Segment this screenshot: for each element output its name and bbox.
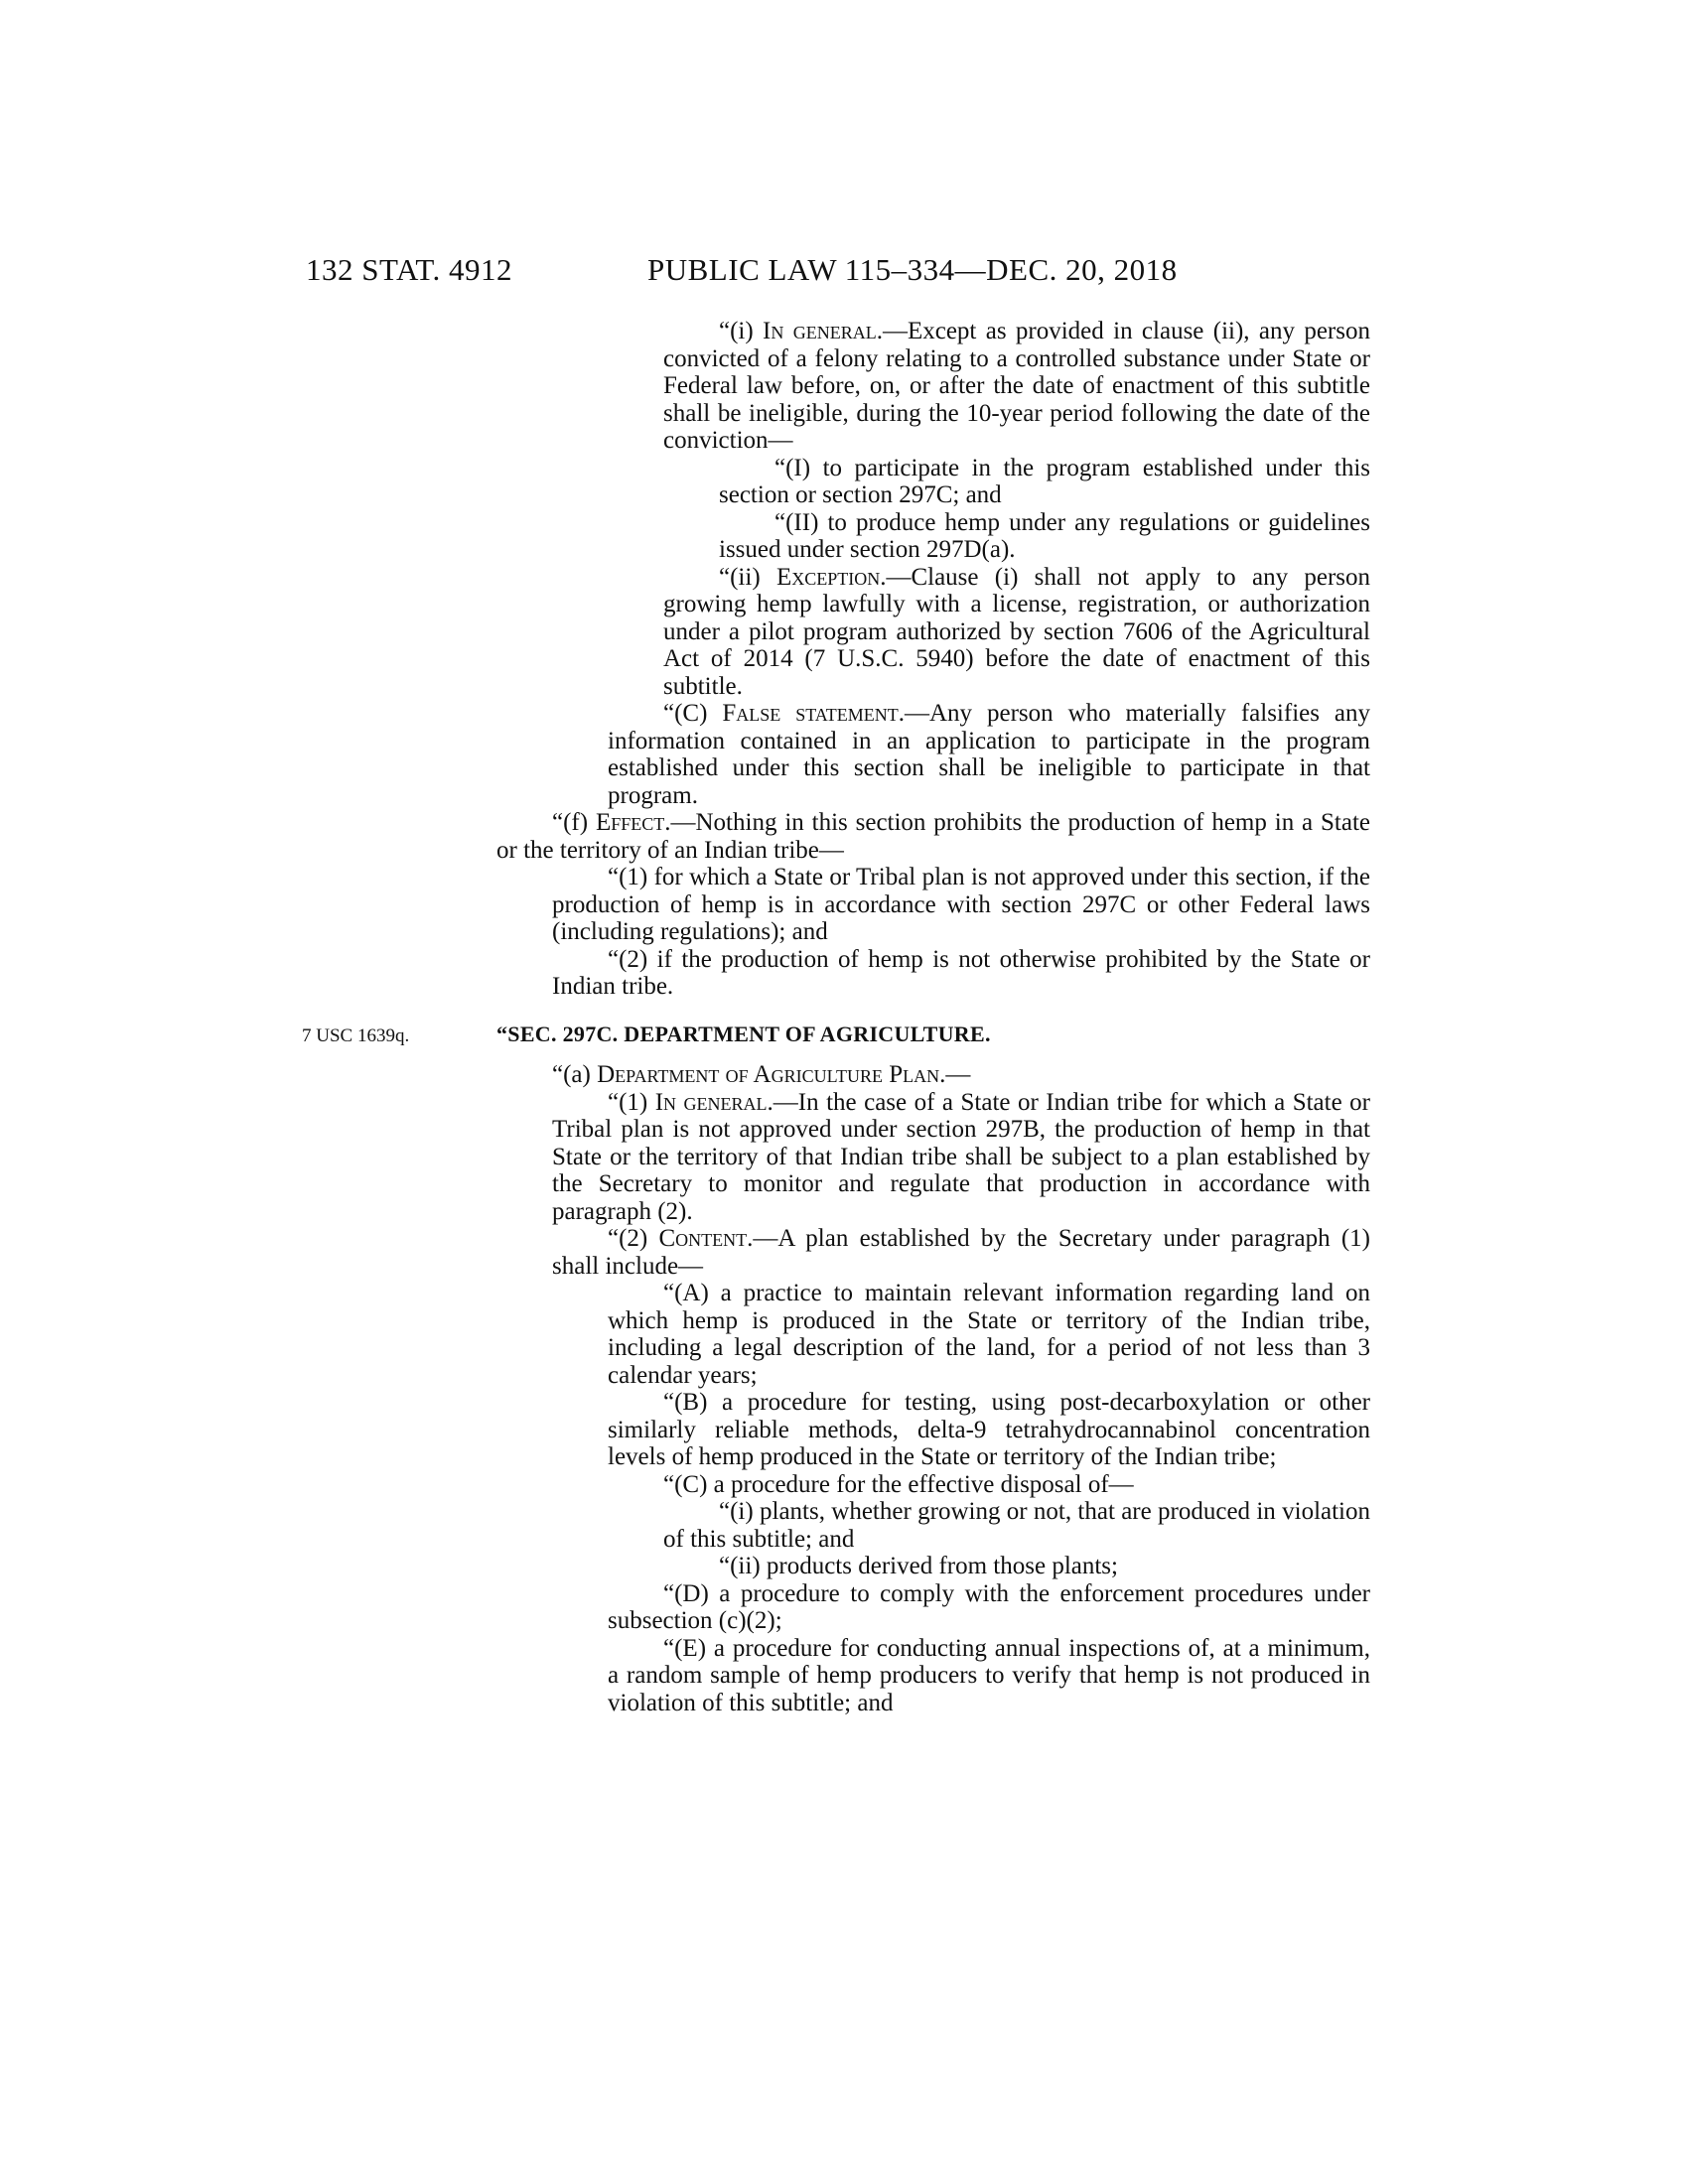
clause-i-plants: “(i) plants, whether growing or not, that are produced in violation of this subtitle; and bbox=[663, 1498, 1370, 1553]
section-heading: “SEC. 297C. DEPARTMENT OF AGRICULTURE. bbox=[496, 1021, 991, 1046]
paragraph-1-effect: “(1) for which a State or Tribal plan is not approved under this section, if the production of hemp is in accordance with section 297C or other Federal laws (including regulations); and bbox=[552, 864, 1370, 945]
clause-heading: In general bbox=[763, 318, 877, 344]
section-heading-row bbox=[302, 1021, 1370, 1048]
subsection-heading: Effect bbox=[595, 809, 665, 836]
paragraph-2-content: “(2) Content.—A plan established by the Secretary under paragraph (1) shall include— bbox=[552, 1225, 1370, 1280]
subsection-f-effect: “(f) Effect.—Nothing in this section prohibits the production of hemp in a State or the territory of an Indian tribe— bbox=[496, 809, 1371, 864]
subparagraph-C-false-statement: “(C) False statement.—Any person who materially falsifies any information contained in an application to participate in the program established under this section shall be ineligible to participate in that program. bbox=[608, 700, 1370, 809]
subclause-I: “(I) to participate in the program established under this section or section 297C; and bbox=[719, 454, 1370, 508]
clause-heading: Exception bbox=[775, 563, 881, 591]
paragraph-1-in-general: “(1) In general.—In the case of a State or Indian tribe for which a State or Tribal plan is not approved under section 297B, the production of hemp in that State or the territory of that Indian tribe shall be subject to a plan established by the Secretary to monitor and regulate that production in accordance with paragraph (2). bbox=[552, 1088, 1370, 1225]
subparagraph-D: “(D) a procedure to comply with the enforcement procedures under subsection (c)(2); bbox=[608, 1579, 1370, 1634]
clause-i-in-general: “(i) In general.—Except as provided in clause (ii), any person convicted of a felony relating to a controlled substance under State or Federal law before, on, or after the date of enactment of this subtitle shall be ineligible, during the 10-year period following the date of the conviction— bbox=[663, 318, 1370, 454]
subparagraph-E: “(E) a procedure for conducting annual inspections of, at a minimum, a random sample of hemp producers to verify that hemp is not produced in violation of this subtitle; and bbox=[608, 1634, 1370, 1716]
subsection-heading: Department of Agriculture Plan bbox=[597, 1061, 940, 1088]
running-head: PUBLIC LAW 115–334—DEC. 20, 2018 bbox=[647, 252, 1178, 287]
paragraph-heading: Content bbox=[658, 1225, 748, 1252]
statute-body bbox=[302, 318, 1371, 1716]
subparagraph-heading: False statement bbox=[722, 700, 899, 727]
subclause-II: “(II) to produce hemp under any regulations or guidelines issued under section 297D(a). bbox=[719, 508, 1370, 563]
usc-margin-note: 7 USC 1639q. bbox=[302, 1024, 410, 1046]
statute-page-reference: 132 STAT. 4912 bbox=[306, 252, 513, 287]
clause-ii-products: “(ii) products derived from those plants; bbox=[719, 1553, 1118, 1579]
paragraph-heading: In general bbox=[654, 1088, 768, 1116]
paragraph-2-effect: “(2) if the production of hemp is not otherwise prohibited by the State or Indian tribe. bbox=[552, 945, 1370, 1000]
clause-ii-exception: “(ii) Exception.—Clause (i) shall not apply to any person growing hemp lawfully with a license, registration, or authorization under a pilot program authorized by section 7606 of the Agricultural Act of 2014 (7 U.S.C. 5940) before the date of enactment of this subtitle. bbox=[663, 563, 1370, 700]
subsection-a-plan: “(a) Department of Agriculture Plan.— bbox=[552, 1061, 971, 1088]
subparagraph-B: “(B) a procedure for testing, using post-decarboxylation or other similarly reliable methods, delta-9 tetrahydrocannabinol concentration levels of hemp produced in the State or territory of the Indian tribe; bbox=[608, 1389, 1370, 1470]
subparagraph-A: “(A) a practice to maintain relevant information regarding land on which hemp is produced in the State or territory of the Indian tribe, including a legal description of the land, for a period of not less than 3 calendar years; bbox=[608, 1280, 1370, 1389]
subparagraph-C: “(C) a procedure for the effective disposal of— bbox=[663, 1470, 1134, 1498]
